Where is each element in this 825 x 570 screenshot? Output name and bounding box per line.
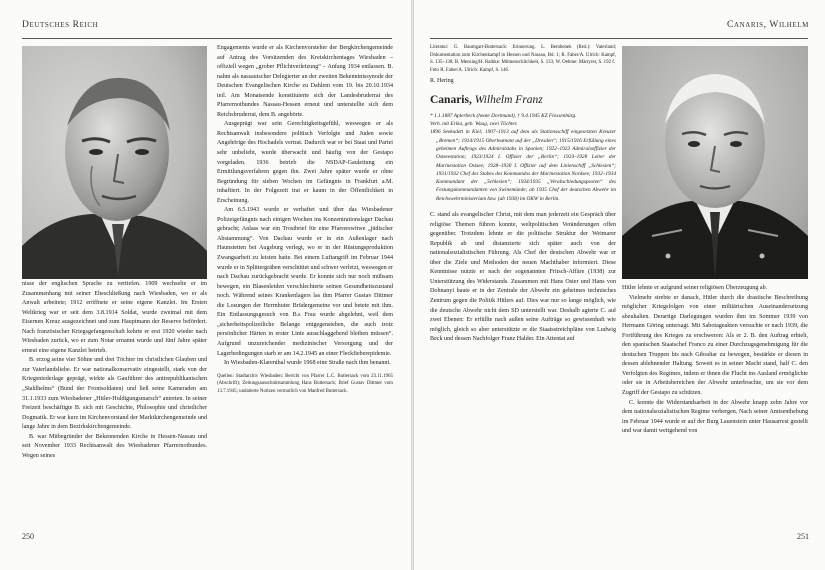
sources-note: Quellen: Stadtarchiv Wiesbaden: Bericht von Pfarrer L.C. Buttersack vom 23.11.1965 (Abschrift); Zeitungsausschnittsammlung Hans Buttersack; Brief Gustav Dittmer vom 13.7.1945; undatierte Notizen vermutlich von Manfred Buttersack. bbox=[217, 373, 393, 394]
paragraph: Engagements wurde er als Kirchenvorsteher der Bergkirchengemeinde auf Antrag des Vorsitzenden des Kreiskirchentages Wiesbaden – offiziell wegen „grober Pflichtverletzung“ – Anfang 1934 entlassen. B. nahm als nassauischer Delegierter an der zweiten Bekenntnissynode der Deutschen Evangelischen Kirche zu Dahlem vom 19. bis 20.10.1934 teil. Am Monatsende konstituierte sich der Landesbruderrat des Pfarrernotbundes Nassau-Hessen erneut und unterstellte sich dem Reichsbruderrat, dem B. angehörte. bbox=[217, 45, 393, 118]
paragraph: nisse der englischen Sprache zu vertiefen. 1909 wechselte er im Zusammenhang mit seiner Eheschließung nach Wiesbaden, wo er als Anwalt arbeitete; 1912 eröffnete er seine eigene Kanzlei. Im Ersten Weltkrieg war er seit dem 3.8.1914 Soldat, wurde zweimal mit dem Eisernen Kreuz ausgezeichnet und zum Hauptmann der Reserve befördert. Nach französischer Kriegsgefangenschaft kehrte er erst 1920 wieder nach Wiesbaden zurück, wo er zum Notar ernannt wurde und fünf Jahre später erneut eine eigene Kanzlei betrieb. bbox=[22, 281, 207, 354]
header-rule bbox=[22, 38, 392, 39]
literature-note: Literatur: G. Baumgart-Buttersack: Erinnerung. L. Bembenek (Red.): Vaterland; Dokumentation zum Kirchenkampf in Hessen und Nassau, Bd. 1; R. Faber/A. Ulrich: Kampf, S. 135–138; B. Mensing/H. Rathke: Mitmenschlichkeit, S. 133; W. Oehme: Märtyrer, S. 192 f. bbox=[430, 45, 616, 66]
entry-heading bbox=[430, 93, 616, 108]
text-column-1 bbox=[22, 280, 207, 528]
entry-surname: Canaris, bbox=[430, 93, 472, 106]
biographical-data bbox=[430, 112, 616, 203]
portrait-photo-canaris bbox=[622, 46, 808, 279]
paragraph: B. war Mitbegründer der Bekennenden Kirche in Hessen-Nassau und seit November 1933 Rechtsanwalt des Wiesbadener Pfarrernotbundes. Wegen seines bbox=[22, 433, 207, 459]
page-number-left: 250 bbox=[22, 532, 34, 541]
running-head-left: Deutsches Reich bbox=[22, 20, 99, 30]
text-column-1 bbox=[430, 44, 616, 530]
paragraph: Am 6.5.1943 wurde er verhaftet und über das Wiesbadener Polizeigefängnis nach einigen Wochen ins Konzentrationslager Dachau gebracht; Anlass war ein Trostbrief für eine Pfarrerswitwe „jüdischer Abstammung“. Von Dachau wurde er in ein Außenlager nach Haunstetten bei Augsburg verlegt, wo er in der Rüstungsproduktion Zwangsarbeit zu leisten hatte. Bei einem Luftangriff im Februar 1944 wurde er in Splittergräben verschüttet und schwer verletzt, weswegen er nach Dachau zurückgebracht wurde. Er konnte sich nur noch mühsam bewegen, ein Blasenleiden verschlechterte seinen Gesundheitszustand noch. Während seines Krankenlagers las ihm Pfarrer Gustav Dittmer die Losungen der Herrnhuter Brüdergemeine vor und betete mit ihm. Ein Entlassungsgesuch von B.s Frau wurde abgelehnt, weil dem „sicherheitspolizeiliche Belange entgegenstehen, die auch trotz persönlicher Härten in erster Linie ausschlaggebend bleiben müssen“. Aufgrund unzureichender medizinischer Versorgung und der Lagerbedingungen starb er am 14.2.1945 an einer Fleckfieberepidemie. bbox=[217, 207, 393, 357]
bio-line: 1896 Seekadett in Kiel; 1907–1913 auf dem als Stationsschiff eingesetzten Kreuzer „Bremen“; 1914/1915 Oberleutnant auf der „Dresden“; 1915/1916 Erfüllung eines geheimen Auftrags des Admiralstabs in Spanien; 1922–1923 Admiralsoffizier der Ostseestation; 1923/1924 I. Offizier der „Berlin“; 1924–1928 Leiter der Marinestation Ostsee; 1928–1930 I. Offizier auf dem Linienschiff „Schlesien“; 1931/1932 Chef des Stabes des Kommandos der Marinestation Nordsee; 1932–1934 Kommandant der „Schlesien“; 1934/1935 „Verabschiedungsposten“ des Festungskommandanten von Swinemünde; ab 1935 Chef der deutschen Abwehr im Reichswehrministerium bzw. (ab 1938) im OKW in Berlin. bbox=[430, 129, 616, 202]
paragraph: C. stand als evangelischer Christ, mit dem man jederzeit ein Gespräch über religiöse Themen führen konnte, weltpolitischen Veränderungen offen gegenüber. Trotzdem lehnte er die politische Struktur der Weimarer Republik ab und distanzierte sich später auch von der nationalsozialistischen Führung. Als Chef der deutschen Abwehr war er über die Ziele und Methoden der neuen Machthaber informiert. Diese Kenntnisse nutzte er nach der sogenannten Fritsch-Affäre (1938) zur Unterstützung des Widerstands. Zusammen mit Hans Oster und Hans von Dohnanyi baute er in der Zentrale der Abwehr ein geheimes technisches Zentrum gegen die Politik Hitlers auf. Dies war nur so lange möglich, wie die deutsche Abwehr nicht dem SD unterstellt war. Deshalb agierte C. auf zwei Ebenen: Er erfüllte nach außen seine Aufträge so gewissenhaft wie möglich, gleich so aber unterstützte er die Staatsstreichpläne von Ludwig Beck und dessen Nachfolger Franz Halder. Ein Attentat auf bbox=[430, 212, 616, 343]
paragraph: Vielmehr strebte er danach, Hitler durch die drastische Beschreibung möglicher Kriegsfolgen von einer militärischen Auseinandersetzung abzuhalten. Derartige Darlegungen wurden ihm im Sommer 1939 von Hermann Göring untersagt. Mit Sabotageakten versuchte er nach 1939, die Fortführung des Krieges zu erschweren: Als er 2. B. den Auftrag erhielt, den spanischen Staatschef Franco zu einer Durchzugsgenehmigung für die deutschen Truppen bis nach Gibraltar zu bewegen, bestärkte er diesen in dessen ablehnender Haltung. Soweit es in seiner Macht stand, half C. den Verfolgten des Regimes, indem er ihnen die Flucht ins Ausland ermöglichte oder sie in Arbeitsbereichen der Abwehr unterbrachte, um sie vor dem Zugriff der Gestapo zu schützen. bbox=[622, 294, 808, 397]
bio-line: * 1.1.1887 Aplerbeck (heute Dortmund), † 9.4.1945 KZ Flossenbürg. bbox=[430, 112, 577, 119]
text-column-2 bbox=[217, 44, 393, 522]
header-rule bbox=[430, 38, 808, 39]
entry-author: R. Hering bbox=[430, 77, 454, 84]
left-page bbox=[0, 0, 411, 570]
running-head-right: Canaris, Wilhelm bbox=[727, 20, 809, 30]
entry-given-names: Wilhelm Franz bbox=[471, 93, 543, 106]
paragraph: B. erzog seine vier Söhne und drei Töchter im christlichen Glauben und zur Vaterlandsliebe. Er war nationalkonservativ eingestellt, stark von der Kriegsniederlage geprägt, wirkte als Gauführer des antirepublikanischen „Stahlhelms“ (Bund der Frontsoldaten) und ließ seine Kameraden am 31.1.1933 zum Wiesbadener „Hitler-Huldigungsmarsch“ antreten. In seiner Freizeit beschäftigte B. sich mit Geschichte, Philosophie und christlicher Dogmatik. Er war kurz im Kirchenvorstand der Marktkirchengemeinde und lange Jahre in dem Bezirkskirchengemeinde. bbox=[22, 357, 207, 431]
page-number-right: 251 bbox=[797, 532, 809, 541]
bio-line: Verh. mit Erika, geb. Waag, zwei Töchter. bbox=[430, 121, 518, 128]
paragraph: In Wiesbaden-Klarenthal wurde 1968 eine Straße nach ihm benannt. bbox=[224, 360, 391, 367]
paragraph: Ausgeprägt war sein Gerechtigkeitsgefühl, weswegen er als Rechtsanwalt insbesondere politisch Verfolgte und Juden sowie Angehörige des Hochadels vertrat. Dadurch war er bei Staat und Partei sehr unbeliebt, wurde überwacht und häufig von der Gestapo vorgeladen. 1936 betrieb die NSDAP-Gauleitung ein Ermittlungsverfahren gegen ihn. Zwei Jahre später wurde er ohne Begründung für sieben Wochen im Gefängnis in Frankfurt a.M. inhaftiert. In der Folgezeit trat er kaum in der Öffentlichkeit in Erscheinung. bbox=[217, 121, 393, 204]
paragraph: C. konnte die Widerstandsarbeit in der Abwehr knapp zehn Jahre vor dem nationalsozialistischen Regime verbergen. Nach seiner Amtsenthebung im Februar 1944 wurde er auf der Burg Lauenstein unter Hausarrest gestellt und war damit weitgehend von bbox=[622, 399, 808, 435]
portrait-photo-buttersack bbox=[22, 46, 207, 279]
photo-credit: Foto R. Faber/A. Ulrich: Kampf, S. 146. bbox=[430, 68, 510, 74]
paragraph: Hitler lehnte er aufgrund seiner religiösen Überzeugung ab. bbox=[622, 285, 768, 291]
right-page bbox=[414, 0, 825, 570]
text-column-2 bbox=[622, 284, 808, 528]
